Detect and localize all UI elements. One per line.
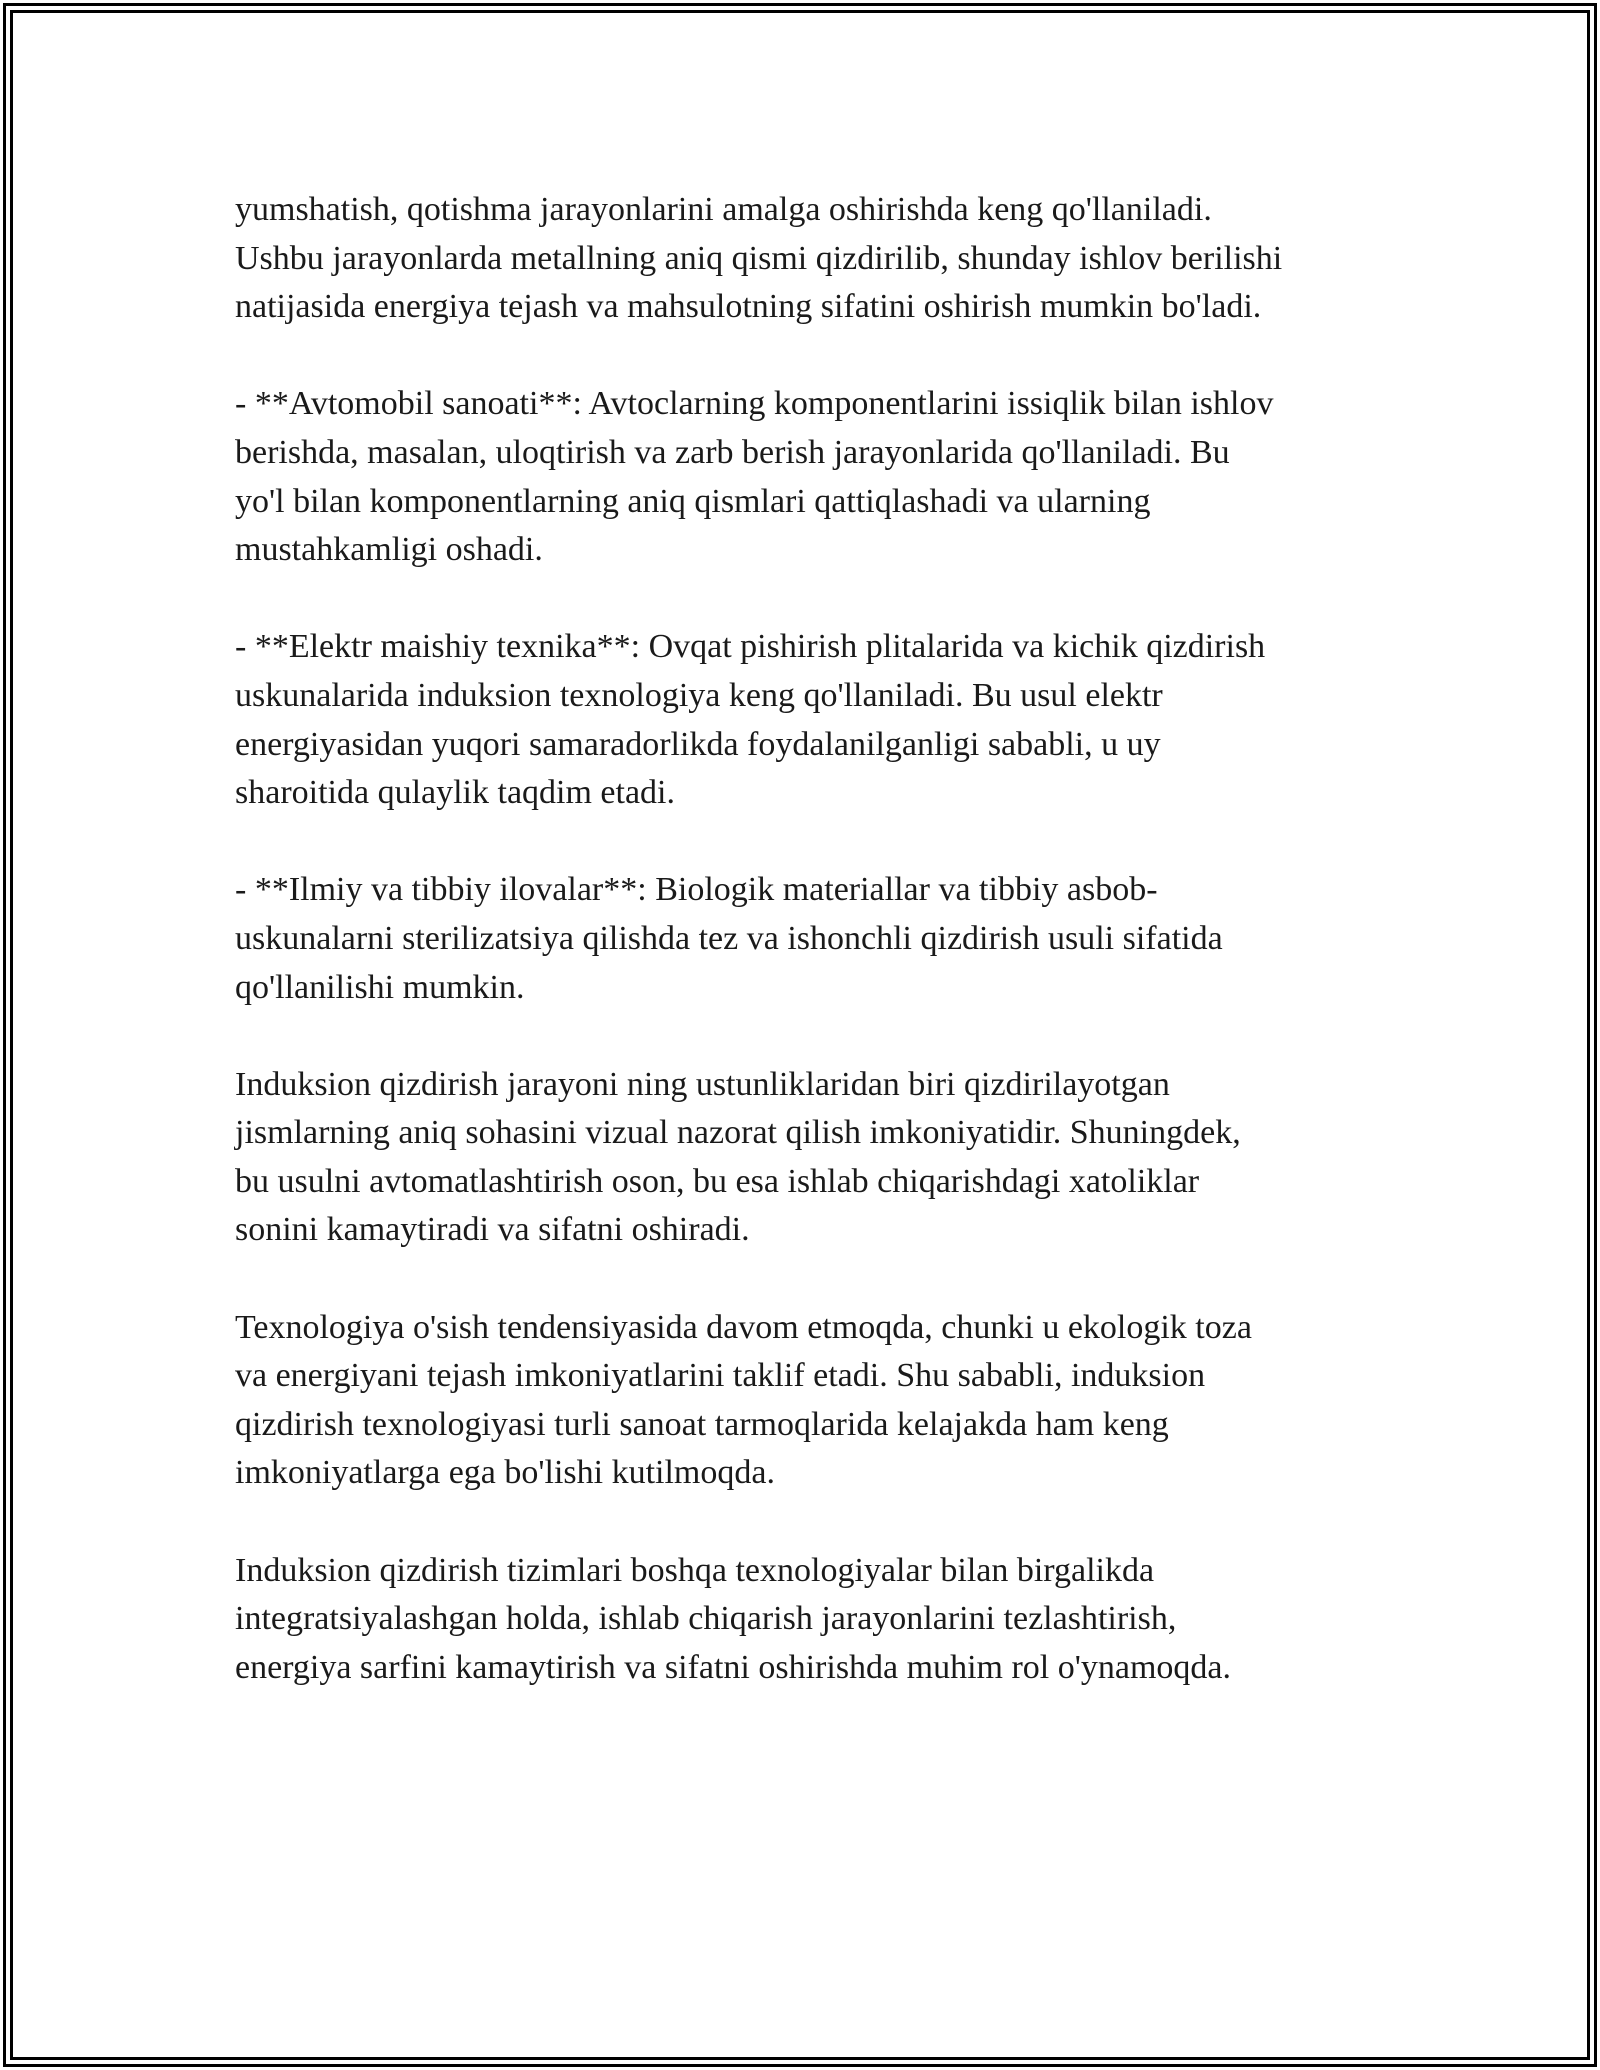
paragraph-intro-continuation: yumshatish, qotishma jarayonlarini amalga oshirishda keng qo'llaniladi. Ushbu jarayonlarda metallning aniq qismi qizdirilib, shunday ishlov berilishi natijasida energiya tejash va mahsulotning sifatini oshirish mumkin bo'ladi. xyxy=(235,191,1283,326)
paragraph-automotive-industry: - **Avtomobil sanoati**: Avtoclarning komponentlarini issiqlik bilan ishlov berishda, masalan, uloqtirish va zarb berish jarayonlarida qo'llaniladi. Bu yo'l bilan komponentlarning aniq qismlari qattiqlashadi va ularning mustahkamligi oshadi. xyxy=(235,385,1274,569)
paragraph-advantages: Induksion qizdirish jarayoni ning ustunliklaridan biri qizdirilayotgan jismlarning aniq sohasini vizual nazorat qilish imkoniyatidir. Shuningdek, bu usulni avtomatlashtirish oson, bu esa ishlab chiqarishdagi xatoliklar sonini kamaytiradi va sifatni oshiradi. xyxy=(235,1065,1241,1249)
paragraph-trends: Texnologiya o'sish tendensiyasida davom etmoqda, chunki u ekologik toza va energiyani tejash imkoniyatlarini taklif etadi. Shu sababli, induksion qizdirish texnologiyasi turli sanoat tarmoqlarida kelajakda ham keng imkoniyatlarga ega bo'lishi kutilmoqda. xyxy=(235,1308,1252,1492)
paragraph-scientific-medical: - **Ilmiy va tibbiy ilovalar**: Biologik materiallar va tibbiy asbob- uskunalarni sterilizatsiya qilishda tez va ishonchli qizdirish usuli sifatida qo'llanilishi mumkin. xyxy=(235,871,1223,1006)
paragraph-home-appliances: - **Elektr maishiy texnika**: Ovqat pishirish plitalarida va kichik qizdirish uskunalarida induksion texnologiya keng qo'llaniladi. Bu usul elektr energiyasidan yuqori samaradorlikda foydalanilganligi sababli, u uy sharoitida qulaylik taqdim etadi. xyxy=(235,628,1266,812)
document-body xyxy=(235,186,1395,1692)
paragraph-integration: Induksion qizdirish tizimlari boshqa texnologiyalar bilan birgalikda integratsiyalashgan holda, ishlab chiqarish jarayonlarini tezlashtirish, energiya sarfini kamaytirish va sifatni oshirishda muhim rol o'ynamoqda. xyxy=(235,1551,1232,1686)
